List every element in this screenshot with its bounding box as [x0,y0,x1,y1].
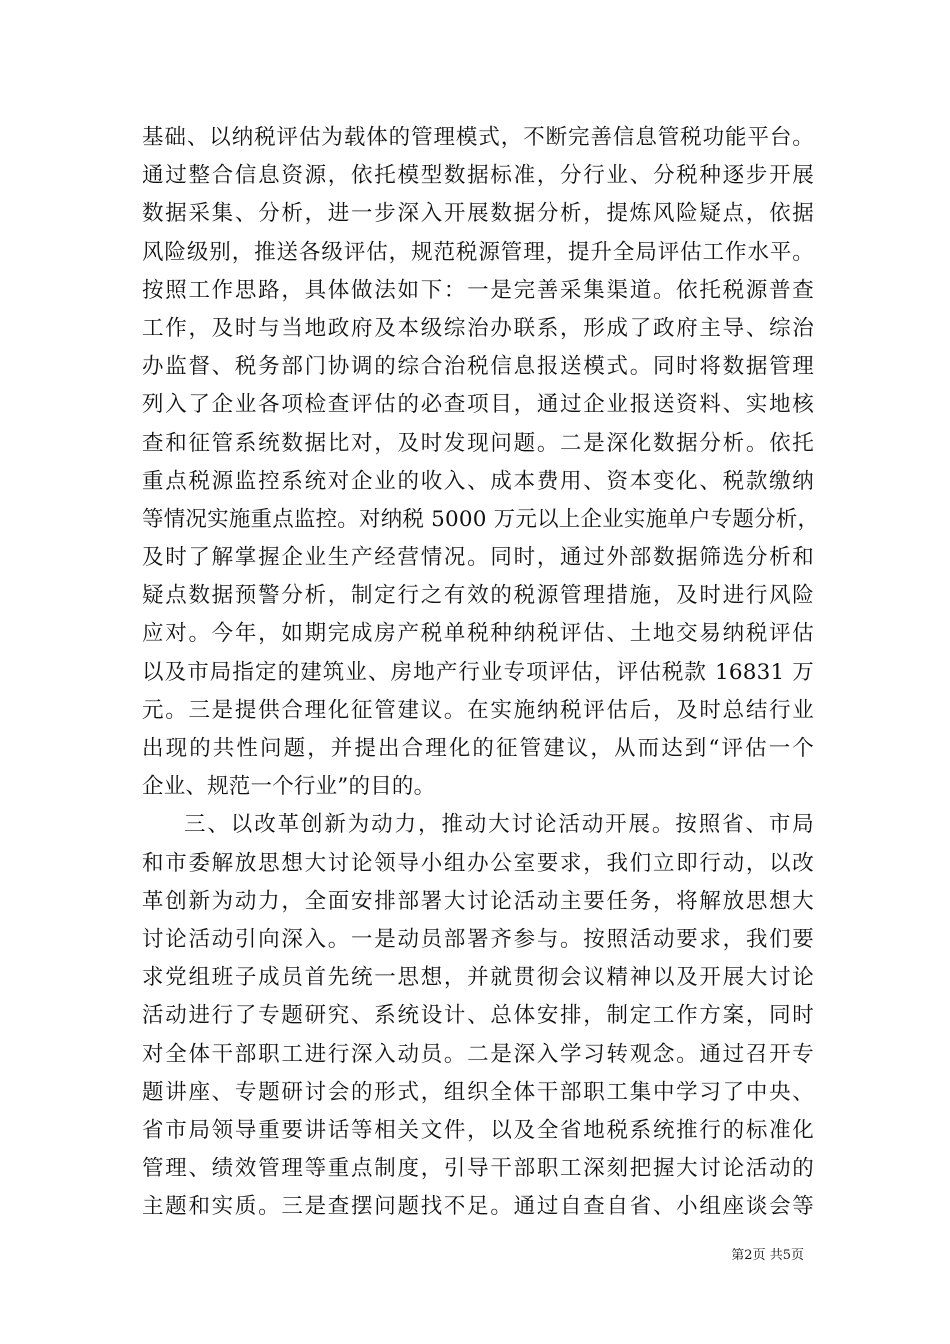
text-line: 讨论活动引向深入。一是动员部署齐参与。按照活动要求，我们要 [142,926,814,952]
document-body [142,119,820,1226]
footer-suffix: 页 [790,1248,804,1263]
text-line: 和市委解放思想大讨论领导小组办公室要求，我们立即行动，以改 [142,850,814,876]
text-line: 省市局领导重要讲话等相关文件，以及全省地税系统推行的标准化 [142,1117,814,1143]
text-line: 按照工作思路，具体做法如下：一是完善采集渠道。依托税源普查 [142,277,814,303]
text-line: 对全体干部职工进行深入动员。二是深入学习转观念。通过召开专 [142,1041,814,1067]
paragraph-2 [142,806,814,1226]
text-line: 风险级别，推送各级评估，规范税源管理，提升全局评估工作水平。 [142,239,814,265]
text-line: 活动进行了专题研究、系统设计、总体安排，制定工作方案，同时 [142,1003,814,1029]
text-line: 查和征管系统数据比对，及时发现问题。二是深化数据分析。依托 [142,430,814,456]
text-line: 题讲座、专题研讨会的形式，组织全体干部职工集中学习了中央、 [142,1079,814,1105]
text-line: 办监督、税务部门协调的综合治税信息报送模式。同时将数据管理 [142,354,814,380]
page-number-footer [731,1248,804,1264]
text-line: 通过整合信息资源，依托模型数据标准，分行业、分税种逐步开展 [142,163,814,189]
text-line: 元。三是提供合理化征管建议。在实施纳税评估后，及时总结行业 [142,697,814,723]
text-line: 工作，及时与当地政府及本级综治办联系，形成了政府主导、综治 [142,315,814,341]
total-page-number: 5 [782,1248,791,1263]
text-line: 应对。今年，如期完成房产税单税种纳税评估、土地交易纳税评估 [142,621,814,647]
current-page-number: 2 [744,1248,753,1263]
text-line: 三、以改革创新为动力，推动大讨论活动开展。按照省、市局 [184,812,814,838]
text-line: 企业、规范一个行业”的目的。 [142,774,436,800]
text-line: 列入了企业各项检查评估的必查项目，通过企业报送资料、实地核 [142,392,814,418]
text-line: 求党组班子成员首先统一思想，并就贯彻会议精神以及开展大讨论 [142,965,814,991]
text-line: 等情况实施重点监控。对纳税 5000 万元以上企业实施单户专题分析， [142,506,820,532]
text-line: 数据采集、分析，进一步深入开展数据分析，提炼风险疑点，依据 [142,201,814,227]
text-line: 主题和实质。三是查摆问题找不足。通过自查自省、小组座谈会等 [142,1194,814,1220]
text-line: 及时了解掌握企业生产经营情况。同时，通过外部数据筛选分析和 [142,545,814,571]
text-line: 疑点数据预警分析，制定行之有效的税源管理措施，及时进行风险 [142,583,814,609]
text-line: 重点税源监控系统对企业的收入、成本费用、资本变化、税款缴纳 [142,468,814,494]
paragraph-1 [142,119,820,806]
text-line: 基础、以纳税评估为载体的管理模式，不断完善信息管税功能平台。 [142,125,814,150]
footer-prefix: 第 [731,1248,745,1263]
footer-middle: 页 共 [752,1248,783,1263]
text-line: 管理、绩效管理等重点制度，引导干部职工深刻把握大讨论活动的 [142,1156,814,1182]
text-line: 革创新为动力，全面安排部署大讨论活动主要任务，将解放思想大 [142,888,814,914]
text-line: 以及市局指定的建筑业、房地产行业专项评估，评估税款 16831 万 [142,659,814,685]
text-line: 出现的共性问题，并提出合理化的征管建议，从而达到“评估一个 [142,736,814,761]
